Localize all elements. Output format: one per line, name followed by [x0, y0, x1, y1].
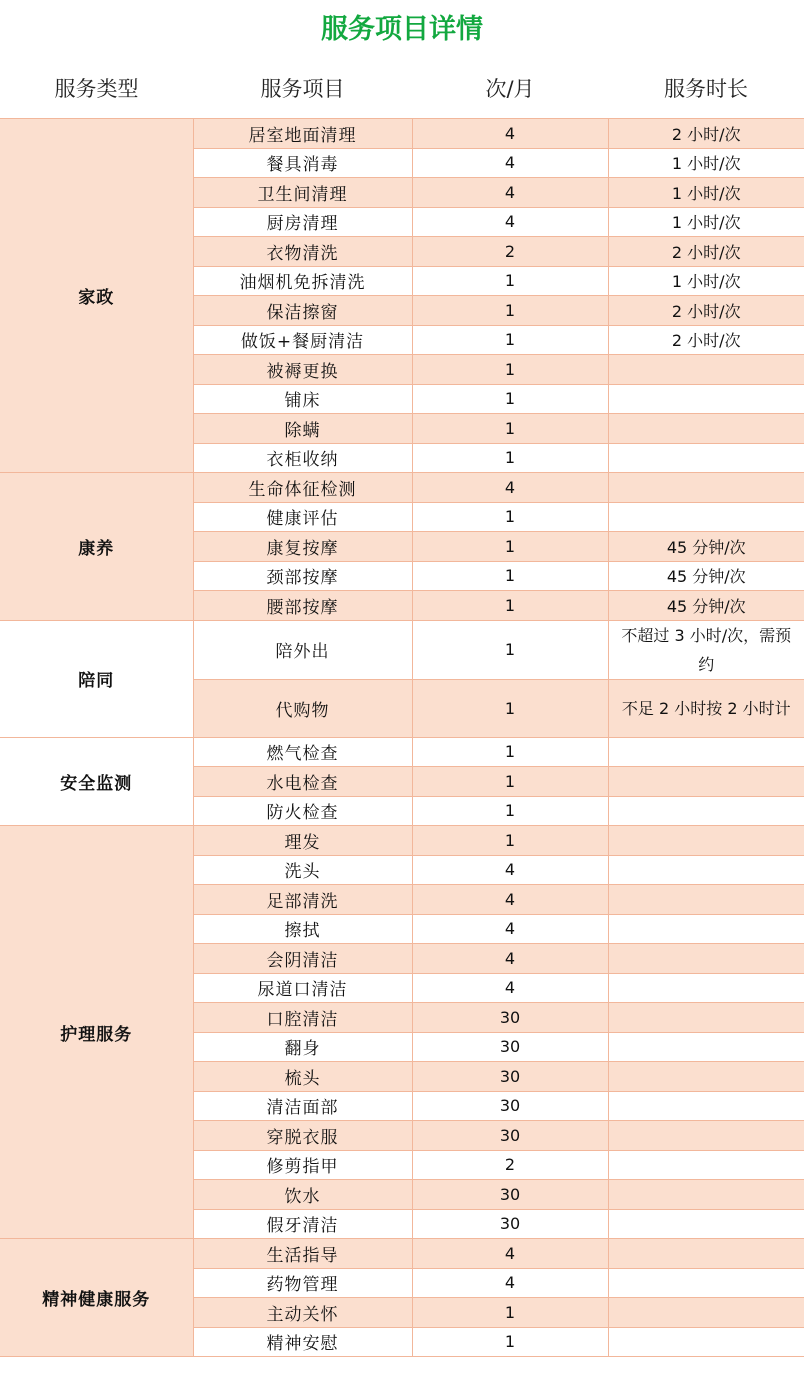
duration-cell: 不超过 3 小时/次，需预约 [608, 620, 804, 679]
table-row [0, 737, 804, 767]
times-per-month-cell: 1 [412, 325, 608, 355]
table-header [0, 60, 804, 118]
times-per-month-cell: 4 [412, 1239, 608, 1269]
table-row [0, 473, 804, 503]
duration-cell: 45 分钟/次 [608, 561, 804, 591]
duration-cell [608, 767, 804, 797]
times-per-month-cell: 1 [412, 826, 608, 856]
service-item-cell: 被褥更换 [193, 355, 412, 385]
duration-cell [608, 443, 804, 473]
times-per-month-cell: 1 [412, 591, 608, 621]
duration-cell [608, 1239, 804, 1269]
times-per-month-cell: 1 [412, 767, 608, 797]
service-item-cell: 做饭+餐厨清洁 [193, 325, 412, 355]
service-item-cell: 居室地面清理 [193, 119, 412, 149]
service-item-cell: 翻身 [193, 1032, 412, 1062]
times-per-month-cell: 30 [412, 1032, 608, 1062]
service-item-cell: 尿道口清洁 [193, 973, 412, 1003]
service-item-cell: 会阴清洁 [193, 944, 412, 974]
times-per-month-cell: 1 [412, 620, 608, 679]
duration-cell: 2 小时/次 [608, 237, 804, 267]
duration-cell [608, 355, 804, 385]
service-item-cell: 燃气检查 [193, 737, 412, 767]
duration-cell [608, 737, 804, 767]
service-item-cell: 腰部按摩 [193, 591, 412, 621]
service-item-cell: 油烟机免拆清洗 [193, 266, 412, 296]
duration-cell [608, 473, 804, 503]
duration-cell [608, 1032, 804, 1062]
times-per-month-cell: 4 [412, 473, 608, 503]
service-item-cell: 康复按摩 [193, 532, 412, 562]
duration-cell [608, 973, 804, 1003]
service-item-cell: 衣物清洗 [193, 237, 412, 267]
times-per-month-cell: 30 [412, 1209, 608, 1239]
times-per-month-cell: 4 [412, 119, 608, 149]
table-row [0, 826, 804, 856]
duration-cell [608, 1003, 804, 1033]
duration-cell: 45 分钟/次 [608, 591, 804, 621]
times-per-month-cell: 4 [412, 1268, 608, 1298]
duration-cell: 1 小时/次 [608, 148, 804, 178]
times-per-month-cell: 1 [412, 1327, 608, 1357]
times-per-month-cell: 1 [412, 384, 608, 414]
duration-cell [608, 1298, 804, 1328]
times-per-month-cell: 1 [412, 266, 608, 296]
page-title: 服务项目详情 [321, 14, 483, 45]
service-type-cell: 陪同 [0, 620, 193, 737]
service-item-cell: 精神安慰 [193, 1327, 412, 1357]
times-per-month-cell: 30 [412, 1180, 608, 1210]
times-per-month-cell: 1 [412, 532, 608, 562]
service-item-cell: 梳头 [193, 1062, 412, 1092]
times-per-month-cell: 1 [412, 1298, 608, 1328]
service-table-body [0, 119, 804, 1357]
duration-cell [608, 944, 804, 974]
service-table [0, 118, 804, 1357]
times-per-month-cell: 1 [412, 296, 608, 326]
times-per-month-cell: 2 [412, 1150, 608, 1180]
service-item-cell: 保洁擦窗 [193, 296, 412, 326]
times-per-month-cell: 30 [412, 1121, 608, 1151]
header-service-type: 服务类型 [54, 77, 139, 101]
times-per-month-cell: 1 [412, 414, 608, 444]
times-per-month-cell: 1 [412, 796, 608, 826]
times-per-month-cell: 4 [412, 973, 608, 1003]
times-per-month-cell: 4 [412, 914, 608, 944]
times-per-month-cell: 1 [412, 737, 608, 767]
times-per-month-cell: 4 [412, 148, 608, 178]
duration-cell [608, 885, 804, 915]
duration-cell [608, 502, 804, 532]
times-per-month-cell: 1 [412, 443, 608, 473]
table-row [0, 1239, 804, 1269]
service-type-cell: 康养 [0, 473, 193, 621]
service-item-cell: 水电检查 [193, 767, 412, 797]
service-item-cell: 穿脱衣服 [193, 1121, 412, 1151]
duration-cell: 不足 2 小时按 2 小时计 [608, 679, 804, 737]
service-type-cell: 家政 [0, 119, 193, 473]
service-item-cell: 厨房清理 [193, 207, 412, 237]
service-item-cell: 清洁面部 [193, 1091, 412, 1121]
duration-cell [608, 414, 804, 444]
times-per-month-cell: 30 [412, 1091, 608, 1121]
service-item-cell: 假牙清洁 [193, 1209, 412, 1239]
times-per-month-cell: 2 [412, 237, 608, 267]
service-type-cell: 精神健康服务 [0, 1239, 193, 1357]
duration-cell [608, 1209, 804, 1239]
times-per-month-cell: 4 [412, 207, 608, 237]
service-type-cell: 护理服务 [0, 826, 193, 1239]
service-item-cell: 陪外出 [193, 620, 412, 679]
service-item-cell: 颈部按摩 [193, 561, 412, 591]
service-item-cell: 主动关怀 [193, 1298, 412, 1328]
times-per-month-cell: 4 [412, 855, 608, 885]
service-item-cell: 代购物 [193, 679, 412, 737]
duration-cell: 1 小时/次 [608, 207, 804, 237]
table-row [0, 620, 804, 679]
service-item-cell: 药物管理 [193, 1268, 412, 1298]
duration-cell [608, 1150, 804, 1180]
service-item-cell: 餐具消毒 [193, 148, 412, 178]
duration-cell [608, 1062, 804, 1092]
duration-cell: 45 分钟/次 [608, 532, 804, 562]
service-item-cell: 洗头 [193, 855, 412, 885]
times-per-month-cell: 4 [412, 885, 608, 915]
duration-cell: 2 小时/次 [608, 119, 804, 149]
service-item-cell: 足部清洗 [193, 885, 412, 915]
duration-cell: 2 小时/次 [608, 325, 804, 355]
duration-cell: 2 小时/次 [608, 296, 804, 326]
service-item-cell: 修剪指甲 [193, 1150, 412, 1180]
duration-cell: 1 小时/次 [608, 266, 804, 296]
times-per-month-cell: 30 [412, 1062, 608, 1092]
service-item-cell: 生活指导 [193, 1239, 412, 1269]
duration-cell [608, 1091, 804, 1121]
duration-cell [608, 796, 804, 826]
times-per-month-cell: 1 [412, 502, 608, 532]
header-times-per-month: 次/月 [485, 77, 535, 101]
service-item-cell: 防火检查 [193, 796, 412, 826]
service-item-cell: 除螨 [193, 414, 412, 444]
service-item-cell: 理发 [193, 826, 412, 856]
service-item-cell: 健康评估 [193, 502, 412, 532]
service-item-cell: 铺床 [193, 384, 412, 414]
duration-cell [608, 826, 804, 856]
duration-cell [608, 1327, 804, 1357]
service-item-cell: 生命体征检测 [193, 473, 412, 503]
duration-cell [608, 1121, 804, 1151]
service-item-cell: 卫生间清理 [193, 178, 412, 208]
service-item-cell: 口腔清洁 [193, 1003, 412, 1033]
duration-cell [608, 384, 804, 414]
duration-cell [608, 1268, 804, 1298]
times-per-month-cell: 1 [412, 355, 608, 385]
times-per-month-cell: 1 [412, 561, 608, 591]
times-per-month-cell: 1 [412, 679, 608, 737]
service-type-cell: 安全监测 [0, 737, 193, 826]
times-per-month-cell: 30 [412, 1003, 608, 1033]
duration-cell [608, 914, 804, 944]
duration-cell [608, 855, 804, 885]
service-item-cell: 饮水 [193, 1180, 412, 1210]
service-item-cell: 擦拭 [193, 914, 412, 944]
times-per-month-cell: 4 [412, 178, 608, 208]
duration-cell: 1 小时/次 [608, 178, 804, 208]
duration-cell [608, 1180, 804, 1210]
times-per-month-cell: 4 [412, 944, 608, 974]
header-service-duration: 服务时长 [664, 77, 748, 101]
table-row [0, 119, 804, 149]
header-service-item: 服务项目 [260, 77, 345, 101]
service-item-cell: 衣柜收纳 [193, 443, 412, 473]
